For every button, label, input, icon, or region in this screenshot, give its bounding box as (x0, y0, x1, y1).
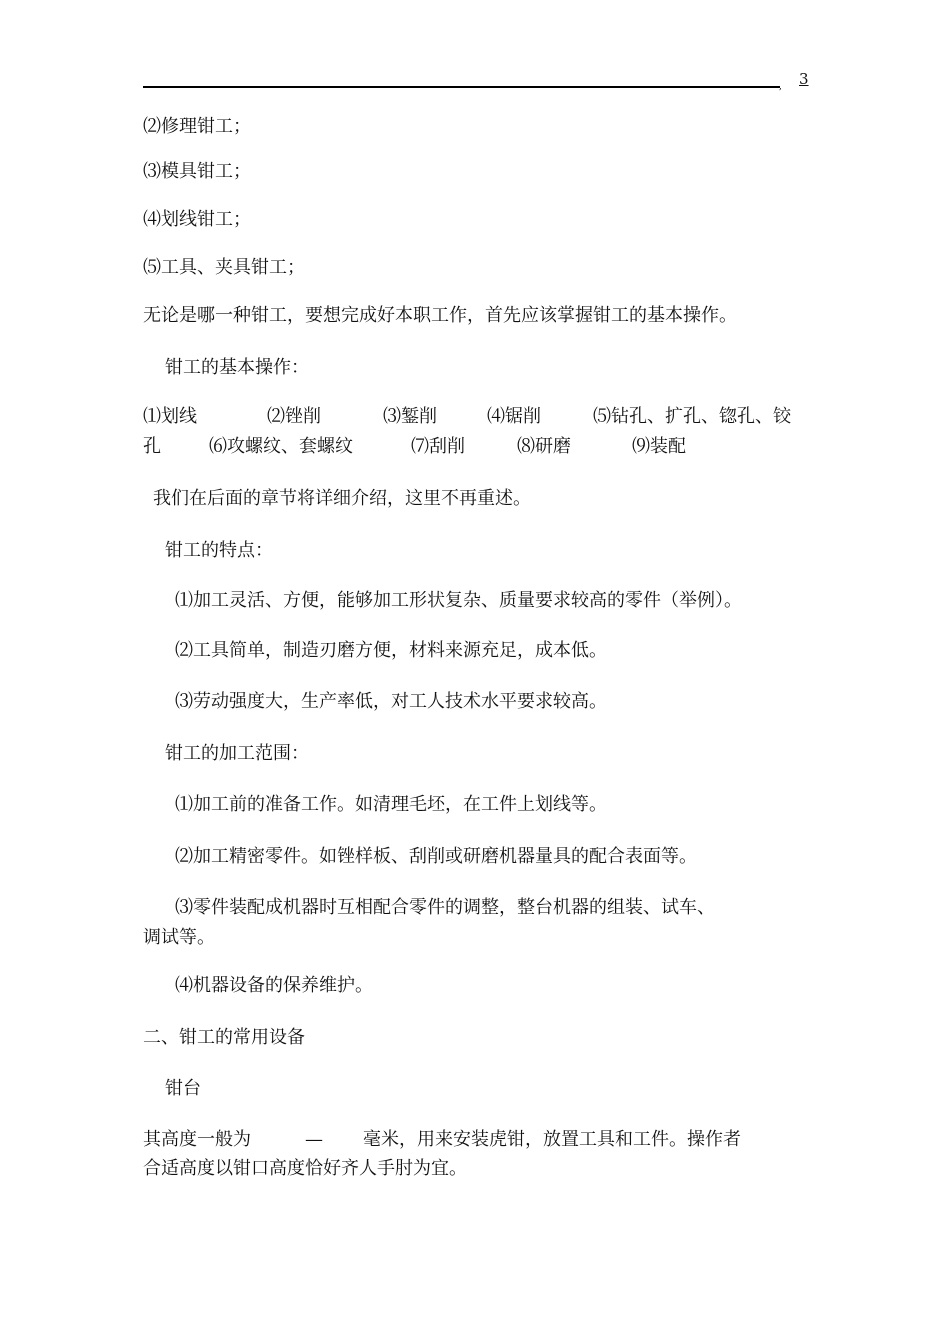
operation-item: ⑶錾削 (383, 406, 437, 427)
section-heading: 钳工的特点： (165, 540, 273, 561)
header-mark: , (779, 82, 782, 92)
operation-item: ⑷锯削 (487, 406, 541, 427)
paragraph-part: 其高度一般为 (143, 1129, 251, 1150)
list-item-continued: 调试等。 (143, 927, 215, 948)
chapter-heading: 二、钳工的常用设备 (143, 1027, 305, 1048)
operation-item: ⑼装配 (632, 436, 686, 457)
section-heading: 钳工的基本操作： (165, 357, 309, 378)
paragraph: 合适高度以钳口高度恰好齐人手肘为宜。 (143, 1158, 467, 1179)
operation-item: ⑻研磨 (517, 436, 571, 457)
list-item: ⑶零件装配成机器时互相配合零件的调整，整台机器的组装、试车、 (175, 897, 715, 918)
paragraph: 我们在后面的章节将详细介绍，这里不再重述。 (153, 488, 531, 509)
list-item: ⑸工具、夹具钳工； (143, 257, 305, 278)
list-item: ⑴加工灵活、方便，能够加工形状复杂、质量要求较高的零件（举例）。 (175, 590, 742, 611)
list-item: ⑷划线钳工； (143, 209, 251, 230)
operation-item: ⑵锉削 (267, 406, 321, 427)
list-item: ⑵加工精密零件。如锉样板、刮削或研磨机器量具的配合表面等。 (175, 846, 697, 867)
section-heading: 钳台 (165, 1078, 201, 1099)
range-dash: — (305, 1129, 323, 1150)
list-item: ⑵工具简单，制造刃磨方便，材料来源充足，成本低。 (175, 640, 607, 661)
operation-item: 孔 (143, 436, 161, 457)
header-rule (143, 86, 780, 88)
operation-item: ⑴划线 (143, 406, 197, 427)
operation-item: ⑹攻螺纹、套螺纹 (209, 436, 353, 457)
section-heading: 钳工的加工范围： (165, 743, 309, 764)
list-item: ⑴加工前的准备工作。如清理毛坯，在工件上划线等。 (175, 794, 607, 815)
operation-item: ⑺刮削 (411, 436, 465, 457)
list-item: ⑵修理钳工； (143, 116, 251, 137)
operation-item: ⑸钻孔、扩孔、锪孔、铰 (593, 406, 791, 427)
list-item: ⑷机器设备的保养维护。 (175, 975, 373, 996)
page-number: 3 (799, 70, 809, 88)
paragraph-part: 毫米，用来安装虎钳，放置工具和工件。操作者 (363, 1129, 741, 1150)
list-item: ⑶模具钳工； (143, 161, 251, 182)
paragraph: 无论是哪一种钳工，要想完成好本职工作，首先应该掌握钳工的基本操作。 (143, 305, 737, 326)
list-item: ⑶劳动强度大，生产率低，对工人技术水平要求较高。 (175, 691, 607, 712)
